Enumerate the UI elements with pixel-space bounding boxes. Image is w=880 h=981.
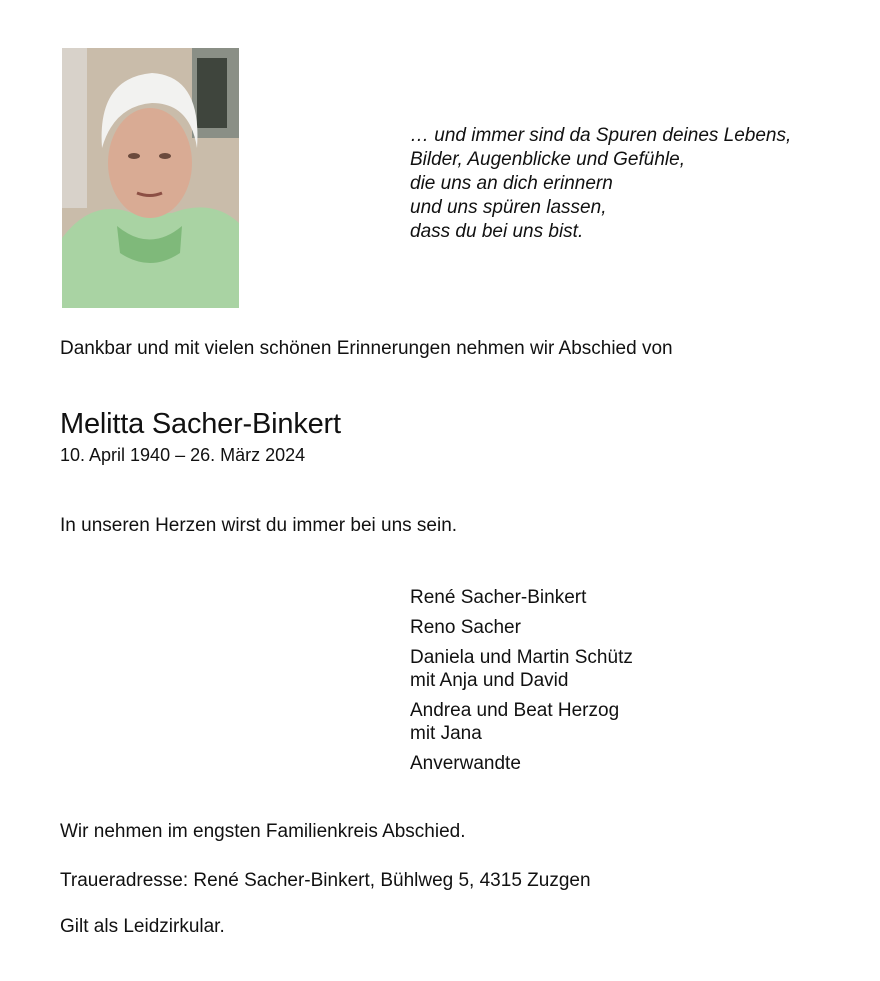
poem-line: dass du bei uns bist. xyxy=(410,221,584,242)
portrait-illustration xyxy=(62,48,239,308)
portrait-photo xyxy=(62,48,239,308)
memorial-poem xyxy=(410,124,791,244)
mourner-line: mit Jana xyxy=(410,723,482,744)
mourner-entry xyxy=(410,646,633,692)
mourner-line: Daniela und Martin Schütz xyxy=(410,647,633,668)
mourner-entry xyxy=(410,616,633,639)
mourner-line: Reno Sacher xyxy=(410,617,521,638)
poem-line: Bilder, Augenblicke und Gefühle, xyxy=(410,149,685,170)
deceased-name: Melitta Sacher-Binkert xyxy=(60,408,341,440)
mourner-entry xyxy=(410,586,633,609)
mourner-line: mit Anja und David xyxy=(410,670,569,691)
circular-note: Gilt als Leidzirkular. xyxy=(60,916,225,937)
heart-line: In unseren Herzen wirst du immer bei uns sein. xyxy=(60,515,458,536)
closing-text: Wir nehmen im engsten Familienkreis Abschied. xyxy=(60,821,466,842)
mourner-line: Andrea und Beat Herzog xyxy=(410,700,620,721)
mourner-line: René Sacher-Binkert xyxy=(410,587,587,608)
poem-line: die uns an dich erinnern xyxy=(410,173,613,194)
poem-line: … und immer sind da Spuren deines Lebens, xyxy=(410,125,792,146)
mourner-line: Anverwandte xyxy=(410,753,521,774)
intro-text: Dankbar und mit vielen schönen Erinnerungen nehmen wir Abschied von xyxy=(60,338,673,359)
mourner-entry xyxy=(410,752,633,775)
mourning-address: Traueradresse: René Sacher-Binkert, Bühlweg 5, 4315 Zuzgen xyxy=(60,870,591,891)
life-dates: 10. April 1940 – 26. März 2024 xyxy=(60,445,306,465)
poem-line: und uns spüren lassen, xyxy=(410,197,607,218)
mourners-list xyxy=(410,586,633,782)
mourner-entry xyxy=(410,699,633,745)
